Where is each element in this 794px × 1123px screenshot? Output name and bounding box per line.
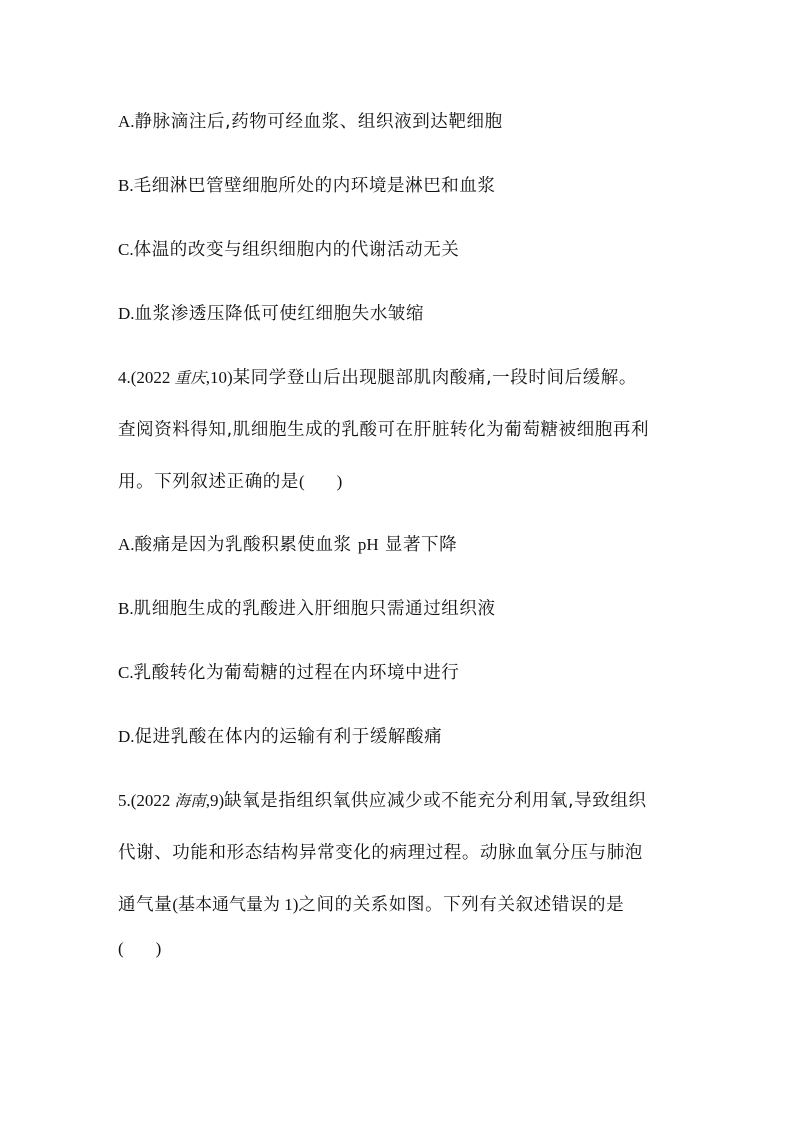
question-source-close: ,10)	[205, 368, 233, 387]
answer-paren-close: )	[155, 939, 162, 958]
option-letter: B.	[118, 176, 134, 195]
q4-option-d	[118, 725, 442, 749]
option-letter: D.	[118, 304, 135, 323]
option-text: 体温的改变与组织细胞内的代谢活动无关	[133, 240, 460, 260]
option-letter: D.	[118, 727, 135, 746]
option-text: 肌细胞生成的乳酸进入肝细胞只需通过组织液	[133, 599, 496, 619]
question-stem-text: 某同学登山后出现腿部肌肉酸痛,一段时间后缓解。	[232, 368, 637, 388]
question-stem-note: (基本通气量为 1)	[172, 895, 299, 914]
question-number: 4.	[118, 368, 131, 387]
q4-stem-line-3	[118, 470, 342, 494]
option-text: 酸痛是因为乳酸积累使血浆	[134, 535, 358, 555]
q3-option-a	[118, 110, 503, 134]
q3-option-c	[118, 238, 459, 262]
q4-stem-line-1	[118, 366, 637, 390]
question-stem-text: 查阅资料得知,肌细胞生成的乳酸可在肝脏转化为葡萄糖被细胞再利	[118, 420, 650, 440]
answer-paren-open: (	[118, 939, 124, 958]
question-source-open: (2022	[130, 368, 175, 387]
answer-paren-close: )	[336, 472, 343, 491]
question-stem-text: 用。下列叙述正确的是	[118, 472, 299, 492]
q4-option-c	[118, 661, 459, 685]
q4-option-b	[118, 597, 496, 621]
q5-answer-paren	[118, 937, 161, 961]
question-source-place: 重庆	[174, 369, 206, 387]
answer-paren-open: (	[299, 472, 305, 491]
question-number: 5.	[118, 791, 131, 810]
q3-option-d	[118, 302, 424, 326]
question-source-open: (2022	[130, 791, 175, 810]
question-source-place: 海南	[174, 792, 206, 810]
question-stem-text: 之间的关系如图。下列有关叙述错误的是	[298, 895, 625, 915]
option-ph: pH	[357, 535, 379, 554]
q3-option-b	[118, 174, 496, 198]
q4-stem-line-2	[118, 418, 649, 442]
q5-stem-line-3	[118, 893, 624, 917]
q5-stem-line-1	[118, 789, 647, 813]
option-letter: A.	[118, 535, 135, 554]
option-text: 毛细淋巴管壁细胞所处的内环境是淋巴和血浆	[133, 176, 496, 196]
option-text: 促进乳酸在体内的运输有利于缓解酸痛	[134, 727, 443, 747]
question-stem-text: 代谢、功能和形态结构异常变化的病理过程。动脉血氧分压与肺泡	[118, 843, 643, 863]
q4-option-a	[118, 533, 457, 557]
question-stem-text: 缺氧是指组织氧供应减少或不能充分利用氧,导致组织	[224, 791, 647, 811]
option-letter: C.	[118, 240, 134, 259]
option-text: 静脉滴注后,药物可经血浆、组织液到达靶细胞	[134, 112, 503, 132]
option-text: 血浆渗透压降低可使红细胞失水皱缩	[134, 304, 425, 324]
option-letter: A.	[118, 112, 135, 131]
question-stem-text: 通气量	[118, 895, 173, 915]
option-text: 乳酸转化为葡萄糖的过程在内环境中进行	[133, 663, 460, 683]
option-letter: C.	[118, 663, 134, 682]
option-letter: B.	[118, 599, 134, 618]
question-source-close: ,9)	[205, 791, 225, 810]
q5-stem-line-2	[118, 841, 643, 865]
option-text: 显著下降	[378, 535, 458, 555]
